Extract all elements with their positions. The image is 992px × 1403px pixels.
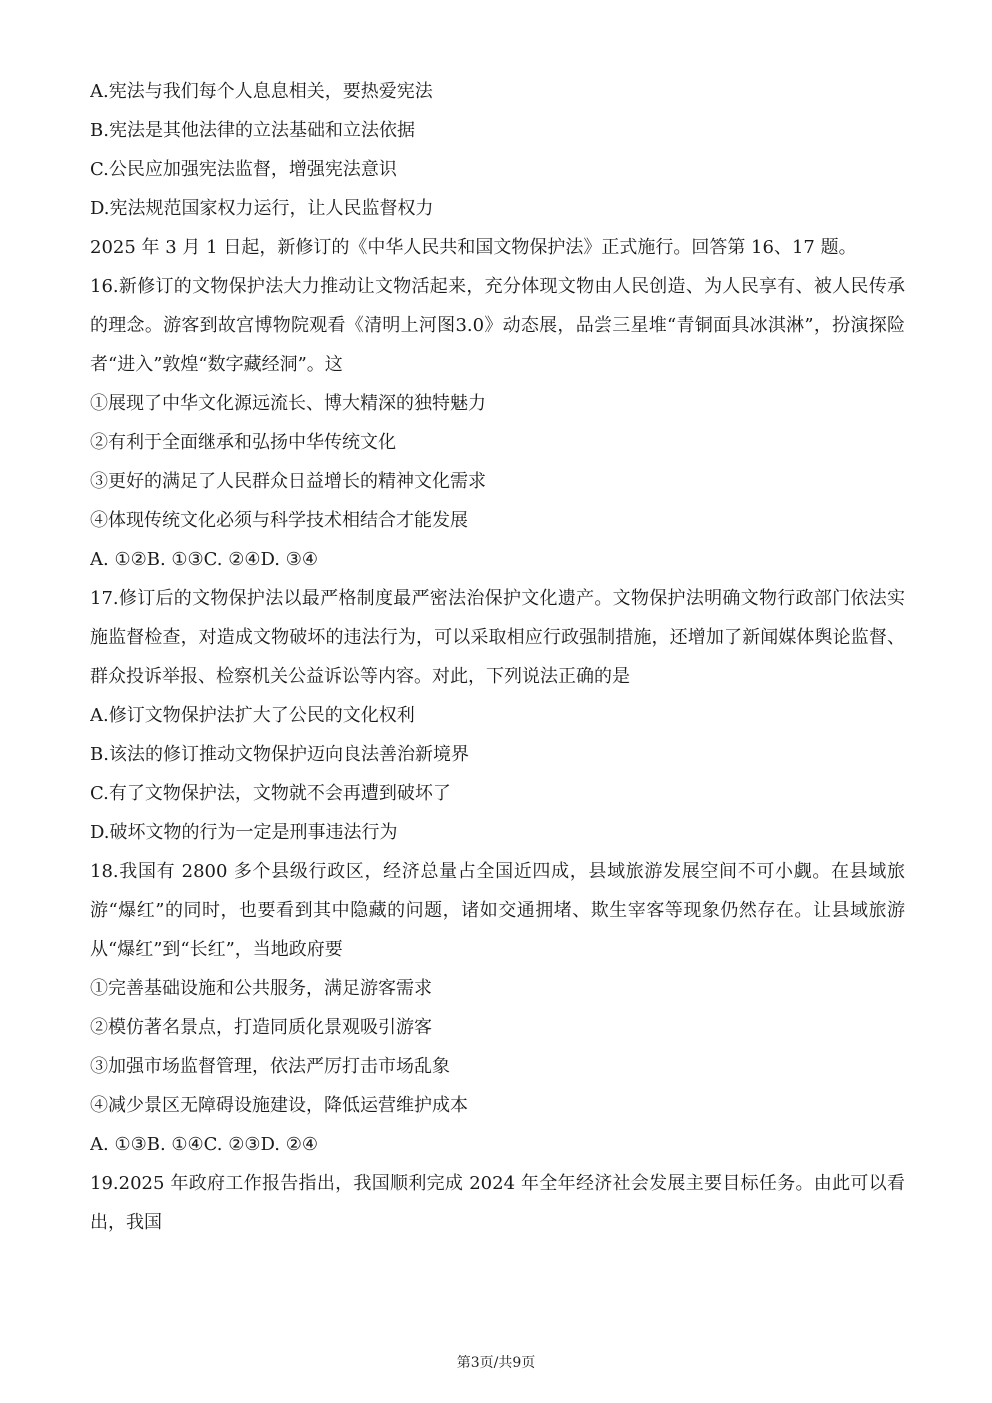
question-19-stem: 19.2025 年政府工作报告指出，我国顺利完成 2024 年全年经济社会发展主要目标任务。由此可以看出，我国: [90, 1173, 905, 1233]
option-d: D.宪法规范国家权力运行，让人民监督权力: [90, 198, 434, 219]
option-a: A.宪法与我们每个人息息相关，要热爱宪法: [90, 81, 433, 102]
q18-choices: A. ①③B. ①④C. ②③D. ②④: [90, 1134, 319, 1155]
q17-option-b: B.该法的修订推动文物保护迈向良法善治新境界: [90, 744, 469, 765]
question-16-stem: 16.新修订的文物保护法大力推动让文物活起来，充分体现文物由人民创造、为人民享有、被人民传承的理念。游客到故宫博物院观看《清明上河图3.0》动态展，品尝三星堆“青铜面具冰淇淋”，扮演探险者“进入”敦煌“数字藏经洞”。这: [90, 276, 905, 375]
q18-item-1: ①完善基础设施和公共服务，满足游客需求: [90, 978, 432, 999]
q16-item-3: ③更好的满足了人民群众日益增长的精神文化需求: [90, 471, 486, 492]
q18-item-4: ④减少景区无障碍设施建设，降低运营维护成本: [90, 1095, 468, 1116]
q18-item-3: ③加强市场监督管理，依法严厉打击市场乱象: [90, 1056, 450, 1077]
option-c: C.公民应加强宪法监督，增强宪法意识: [90, 159, 397, 180]
exam-page-body: [90, 72, 905, 1242]
q17-option-c: C.有了文物保护法，文物就不会再遭到破坏了: [90, 783, 451, 804]
q16-item-2: ②有利于全面继承和弘扬中华传统文化: [90, 432, 396, 453]
question-17-stem: 17.修订后的文物保护法以最严格制度最严密法治保护文化遗产。文物保护法明确文物行政部门依法实施监督检查，对造成文物破坏的违法行为，可以采取相应行政强制措施，还增加了新闻媒体舆论监督、群众投诉举报、检察机关公益诉讼等内容。对此，下列说法正确的是: [90, 588, 905, 687]
option-b: B.宪法是其他法律的立法基础和立法依据: [90, 120, 415, 141]
q16-item-4: ④体现传统文化必须与科学技术相结合才能发展: [90, 510, 468, 531]
q16-choices: A. ①②B. ①③C. ②④D. ③④: [90, 549, 319, 570]
q17-option-a: A.修订文物保护法扩大了公民的文化权利: [90, 705, 415, 726]
page-number: 第3页/共9页: [456, 1355, 536, 1371]
q16-item-1: ①展现了中华文化源远流长、博大精深的独特魅力: [90, 393, 486, 414]
q17-option-d: D.破坏文物的行为一定是刑事违法行为: [90, 822, 398, 843]
question-18-stem: 18.我国有 2800 多个县级行政区，经济总量占全国近四成，县域旅游发展空间不可小觑。在县域旅游“爆红”的同时，也要看到其中隐藏的问题，诸如交通拥堵、欺生宰客等现象仍然存在。让县域旅游从“爆红”到“长红”，当地政府要: [90, 861, 905, 960]
intro-16-17: 2025 年 3 月 1 日起，新修订的《中华人民共和国文物保护法》正式施行。回答第 16、17 题。: [90, 237, 857, 258]
q18-item-2: ②模仿著名景点，打造同质化景观吸引游客: [90, 1017, 432, 1038]
